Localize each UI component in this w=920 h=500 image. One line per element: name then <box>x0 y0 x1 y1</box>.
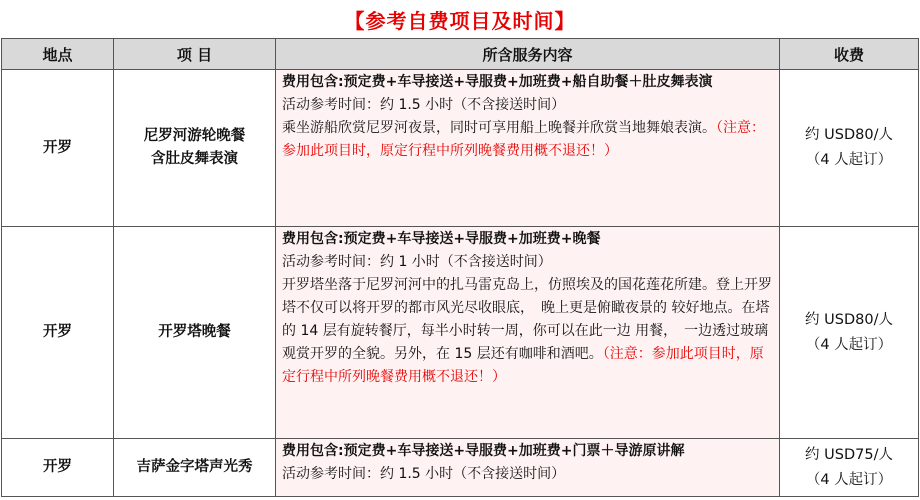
duration-text: 活动参考时间：约 1 小时（不含接送时间） <box>282 254 552 270</box>
row-place: 开罗 <box>2 227 114 439</box>
row-place: 开罗 <box>2 439 114 497</box>
fee-min: （4 人起订） <box>805 471 893 488</box>
fee-min: （4 人起订） <box>805 152 893 168</box>
table-row <box>2 439 919 497</box>
optional-activities-table <box>1 38 919 497</box>
duration-text: 活动参考时间：约 1.5 小时（不含接送时间） <box>282 97 566 113</box>
row-item <box>114 439 276 497</box>
row-service <box>276 439 780 497</box>
duration-text: 活动参考时间：约 1.5 小时（不含接送时间） <box>282 466 566 482</box>
table-row <box>2 227 919 439</box>
includes-text: 费用包含:预定费+车导接送+导服费+加班费+门票＋导游原讲解 <box>282 443 685 459</box>
header-item: 项 目 <box>114 39 276 70</box>
row-place: 开罗 <box>2 70 114 227</box>
item-line: 尼罗河游轮晚餐 <box>143 128 246 144</box>
row-item <box>114 70 276 227</box>
description-text: 乘坐游船欣赏尼罗河夜景，同时可享用船上晚餐并欣赏当地舞娘表演。 <box>282 120 716 136</box>
header-place: 地点 <box>2 39 114 70</box>
row-fee <box>780 439 919 497</box>
includes-text: 费用包含:预定费+车导接送+导服费+加班费+晚餐 <box>282 231 601 247</box>
includes-text: 费用包含:预定费+车导接送+导服费+加班费+船自助餐＋肚皮舞表演 <box>282 74 713 90</box>
item-line: 含肚皮舞表演 <box>151 151 238 167</box>
row-service <box>276 70 780 227</box>
fee-price: 约 USD80/人 <box>805 311 893 328</box>
table-header-row <box>2 39 919 70</box>
page-title: 【参考自费项目及时间】 <box>344 9 576 33</box>
header-service: 所含服务内容 <box>276 39 780 70</box>
item-line: 吉萨金字塔声光秀 <box>136 459 253 475</box>
note-text: （注意：参加此项目时，原定行程中所列晚餐费用概不退还！） <box>282 120 765 159</box>
row-service <box>276 227 780 439</box>
header-fee: 收费 <box>780 39 919 70</box>
fee-price: 约 USD80/人 <box>805 127 893 143</box>
row-fee <box>780 227 919 439</box>
table-row <box>2 70 919 227</box>
fee-price: 约 USD75/人 <box>805 446 893 463</box>
row-item <box>114 227 276 439</box>
note-text: （注意：参加此项目时，原定行程中所列晚餐费用概不退还！） <box>282 346 764 385</box>
item-line: 开罗塔晚餐 <box>158 324 231 340</box>
description-text: 开罗塔坐落于尼罗河河中的扎马雷克岛上，仿照埃及的国花莲花所建。登上开罗塔不仅可以将开罗的都市风光尽收眼底， 晚上更是俯瞰夜景的 较好地点。在塔的 14 层有旋转餐厅，每半小时转一周，你可以在此一边 用餐， 一边透过玻璃观赏开罗的全貌。另外，在 15 层还有咖啡和酒吧。 <box>282 277 772 362</box>
fee-min: （4 人起订） <box>805 336 893 353</box>
row-fee <box>780 70 919 227</box>
